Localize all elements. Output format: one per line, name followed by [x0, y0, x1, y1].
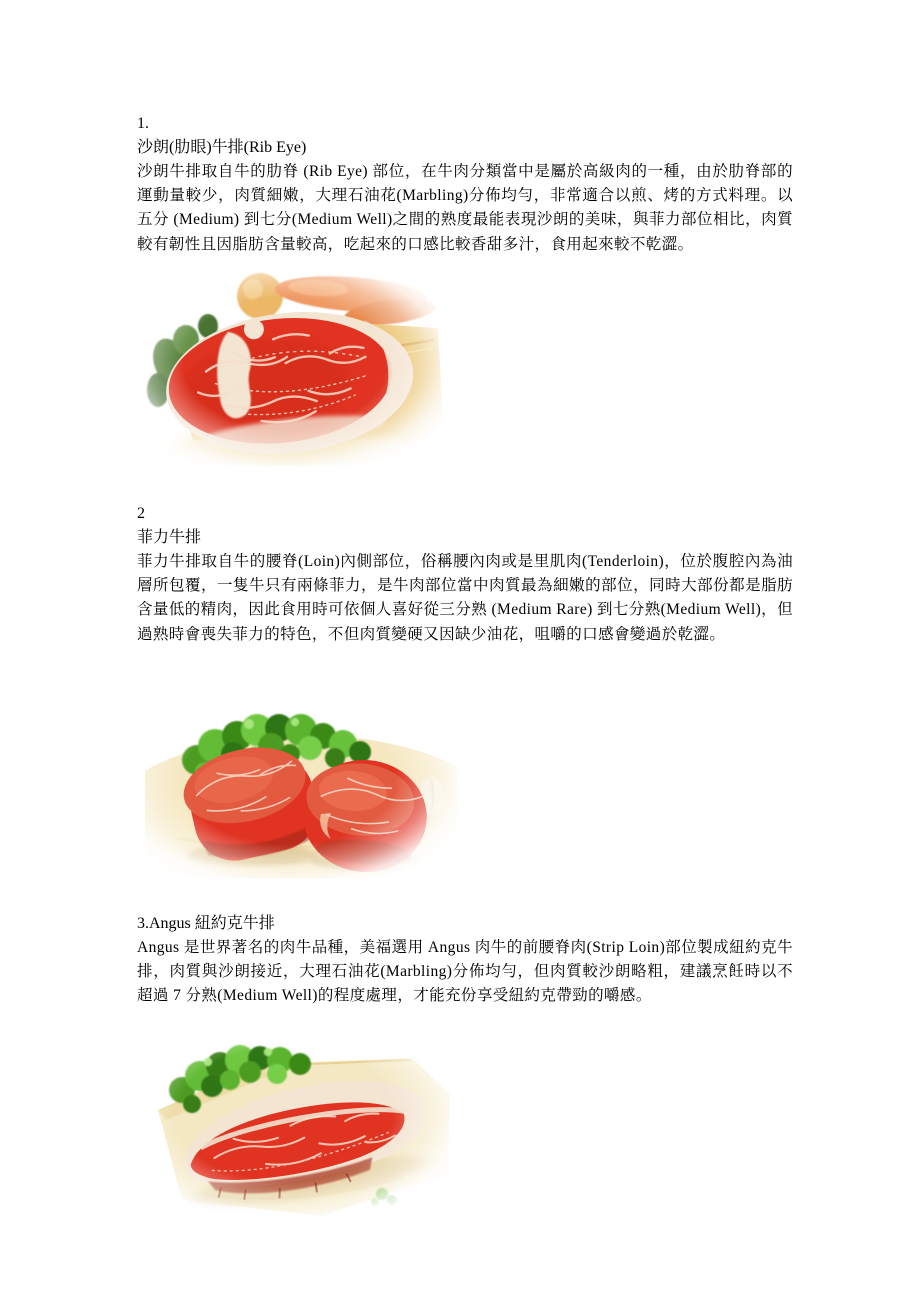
white-vignette [138, 268, 444, 466]
filet-mignon-photo [145, 688, 457, 878]
white-vignette [142, 1024, 458, 1220]
section-title: 菲力牛排 [137, 529, 202, 546]
rib-eye-photo [138, 268, 444, 466]
section-body: Angus 是世界著名的肉牛品種，美福選用 Angus 肉牛的前腰脊肉(Strip Loin)部位製成紐約克牛排，肉質與沙朗接近，大理石油花(Marbling)分佈均勻，但肉質較沙朗略粗，建議烹飪時以不超過 7 分熟(Medium Well)的程度處理，才能充份享受紐約克帶勁的嚼感。 [137, 939, 793, 1005]
section-number: 2 [137, 505, 145, 522]
white-vignette [145, 688, 457, 878]
section-title: 3.Angus 紐約克牛排 [137, 915, 275, 932]
section-body: 菲力牛排取自牛的腰脊(Loin)內側部位，俗稱腰內肉或是里肌肉(Tenderloin)，位於腹腔內為油層所包覆，一隻牛只有兩條菲力，是牛肉部位當中肉質最為細嫩的部位，同時大部份都是脂肪含量低的精肉，因此食用時可依個人喜好從三分熟 (Medium Rare) 到七分熟(Medium Well)，但過熟時會喪失菲力的特色，不但肉質變硬又因缺少油花，咀嚼的口感會變過於乾澀。 [137, 553, 793, 643]
section-title: 沙朗(肋眼)牛排(Rib Eye) [137, 139, 307, 156]
new-york-strip-photo [142, 1024, 458, 1220]
section-body: 沙朗牛排取自牛的肋脊 (Rib Eye) 部位，在牛肉分類當中是屬於高級肉的一種，由於肋脊部的運動量較少，肉質細嫩，大理石油花(Marbling)分佈均勻，非常適合以煎、烤的方式料理。以五分 (Medium) 到七分(Medium Well)之間的熟度最能表現沙朗的美味，與菲力部位相比，肉質較有韌性且因脂肪含量較高，吃起來的口感比較香甜多汁，食用起來較不乾澀。 [137, 163, 793, 253]
section-number: 1. [137, 115, 149, 132]
